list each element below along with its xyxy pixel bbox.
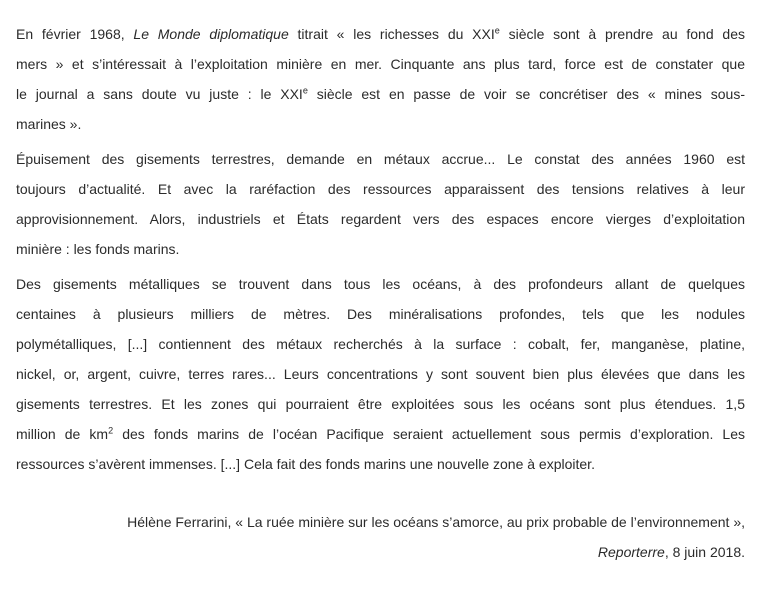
text-line	[16, 174, 745, 204]
text-segment: ressources s’avèrent immenses. [...] Cela fait des fonds marins une nouvelle zone à exploiter.	[16, 456, 595, 472]
text-line	[16, 449, 745, 479]
text-segment: siècle sont à prendre au fond des	[499, 26, 745, 42]
text-segment: le journal a sans doute vu juste : le XXI	[16, 86, 303, 102]
superscript-text: e	[494, 25, 500, 36]
text-segment: gisements terrestres. Et les zones qui pourraient être exploitées sous les océans sont plus étendues. 1,5	[16, 396, 745, 412]
article-text	[16, 19, 745, 567]
italic-text: Le Monde diplomatique	[133, 26, 289, 42]
text-segment: mers » et s’intéressait à l’exploitation minière en mer. Cinquante ans plus tard, force est de constater que	[16, 56, 745, 72]
paragraph	[16, 19, 745, 139]
text-line	[16, 329, 745, 359]
text-segment: Épuisement des gisements terrestres, demande en métaux accrue... Le constat des années 1960 est	[16, 151, 745, 167]
text-segment: minière : les fonds marins.	[16, 241, 180, 257]
text-line	[16, 19, 745, 49]
text-segment: marines ».	[16, 116, 82, 132]
text-segment: centaines à plusieurs milliers de mètres. Des minéralisations profondes, tels que les nodules	[16, 306, 745, 322]
text-segment: polymétalliques, [...] contiennent des métaux recherchés à la surface : cobalt, fer, manganèse, platine,	[16, 336, 745, 352]
superscript-text: e	[302, 85, 308, 96]
text-line	[16, 49, 745, 79]
text-line	[16, 204, 745, 234]
text-line	[16, 79, 745, 109]
text-segment: siècle est en passe de voir se concrétiser des « mines sous-	[307, 86, 745, 102]
text-segment: Hélène Ferrarini, « La ruée minière sur les océans s’amorce, au prix probable de l’environnement »,	[127, 514, 745, 530]
text-segment: toujours d’actualité. Et avec la raréfaction des ressources apparaissent des tensions relatives à leur	[16, 181, 745, 197]
text-line	[16, 299, 745, 329]
text-segment: titrait « les richesses du XXI	[288, 26, 495, 42]
text-segment: Des gisements métalliques se trouvent dans tous les océans, à des profondeurs allant de quelques	[16, 276, 745, 292]
text-line	[16, 269, 745, 299]
text-line	[16, 537, 745, 567]
text-line	[16, 109, 745, 139]
text-segment: million de km	[16, 426, 109, 442]
text-line	[16, 359, 745, 389]
text-segment: approvisionnement. Alors, industriels et États regardent vers des espaces encore vierges d’exploitation	[16, 211, 745, 227]
text-segment: , 8 juin 2018.	[664, 544, 745, 560]
italic-text: Reporterre	[597, 544, 665, 560]
text-line	[16, 419, 745, 449]
superscript-text: 2	[108, 425, 114, 436]
text-line	[16, 234, 745, 264]
paragraph	[16, 144, 745, 264]
paragraph	[16, 269, 745, 479]
text-segment: des fonds marins de l’océan Pacifique seraient actuellement sous permis d’exploration. Les	[113, 426, 745, 442]
text-line	[16, 507, 745, 537]
text-segment: nickel, or, argent, cuivre, terres rares... Leurs concentrations y sont souvent bien plus élevées que dans les	[16, 366, 745, 382]
text-segment: En février 1968,	[16, 26, 134, 42]
text-line	[16, 144, 745, 174]
text-line	[16, 389, 745, 419]
body-paragraphs	[16, 19, 745, 479]
citation	[16, 507, 745, 567]
